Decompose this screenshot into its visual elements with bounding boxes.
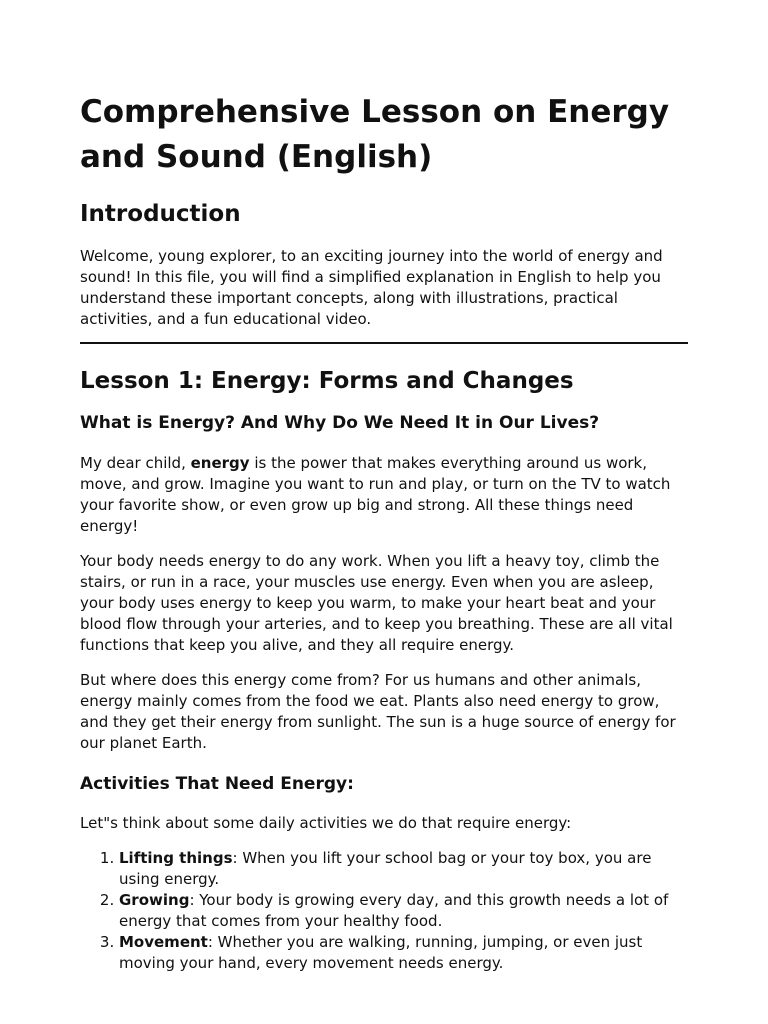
list-item <box>119 848 688 890</box>
list-item-term: Movement <box>119 933 208 951</box>
page-title: Comprehensive Lesson on Energy and Sound (English) <box>80 94 670 175</box>
energy-definition-intro: My dear child, <box>80 454 191 472</box>
lesson-1-heading: Lesson 1: Energy: Forms and Changes <box>80 368 574 394</box>
energy-definition-paragraph <box>80 453 688 537</box>
activities-heading: Activities That Need Energy: <box>80 774 354 794</box>
list-item-text: : Whether you are walking, running, jumping, or even just moving your hand, every movement needs energy. <box>119 933 643 972</box>
energy-source-paragraph: But where does this energy come from? For us humans and other animals, energy mainly comes from the food we eat. Plants also need energy to grow, and they get their energy from sunlight. The sun is a huge source of energy for our planet Earth. <box>80 671 676 752</box>
list-item-term: Growing <box>119 891 190 909</box>
list-item-term: Lifting things <box>119 849 233 867</box>
activities-list <box>80 848 688 974</box>
activities-intro: Let"s think about some daily activities we do that require energy: <box>80 814 572 832</box>
list-item <box>119 890 688 932</box>
what-is-energy-heading: What is Energy? And Why Do We Need It in Our Lives? <box>80 413 600 433</box>
list-item-text: : Your body is growing every day, and this growth needs a lot of energy that comes from your healthy food. <box>119 891 669 930</box>
section-divider <box>80 342 688 344</box>
body-energy-paragraph: Your body needs energy to do any work. When you lift a heavy toy, climb the stairs, or run in a race, your muscles use energy. Even when you are asleep, your body uses energy to keep you warm, to make your heart beat and your blood flow through your arteries, and to keep you breathing. These are all vital functions that keep you alive, and they all require energy. <box>80 552 673 654</box>
energy-definition-rest: is the power that makes everything around us work, move, and grow. Imagine you want to run and play, or turn on the TV to watch your favorite show, or even grow up big and strong. All these things need energy! <box>80 454 671 535</box>
list-item <box>119 932 688 974</box>
introduction-heading: Introduction <box>80 201 241 227</box>
list-item-text: : When you lift your school bag or your toy box, you are using energy. <box>119 849 652 888</box>
introduction-paragraph: Welcome, young explorer, to an exciting journey into the world of energy and sound! In this file, you will find a simplified explanation in English to help you understand these important concepts, along with illustrations, practical activities, and a fun educational video. <box>80 247 663 328</box>
energy-term: energy <box>190 454 250 472</box>
